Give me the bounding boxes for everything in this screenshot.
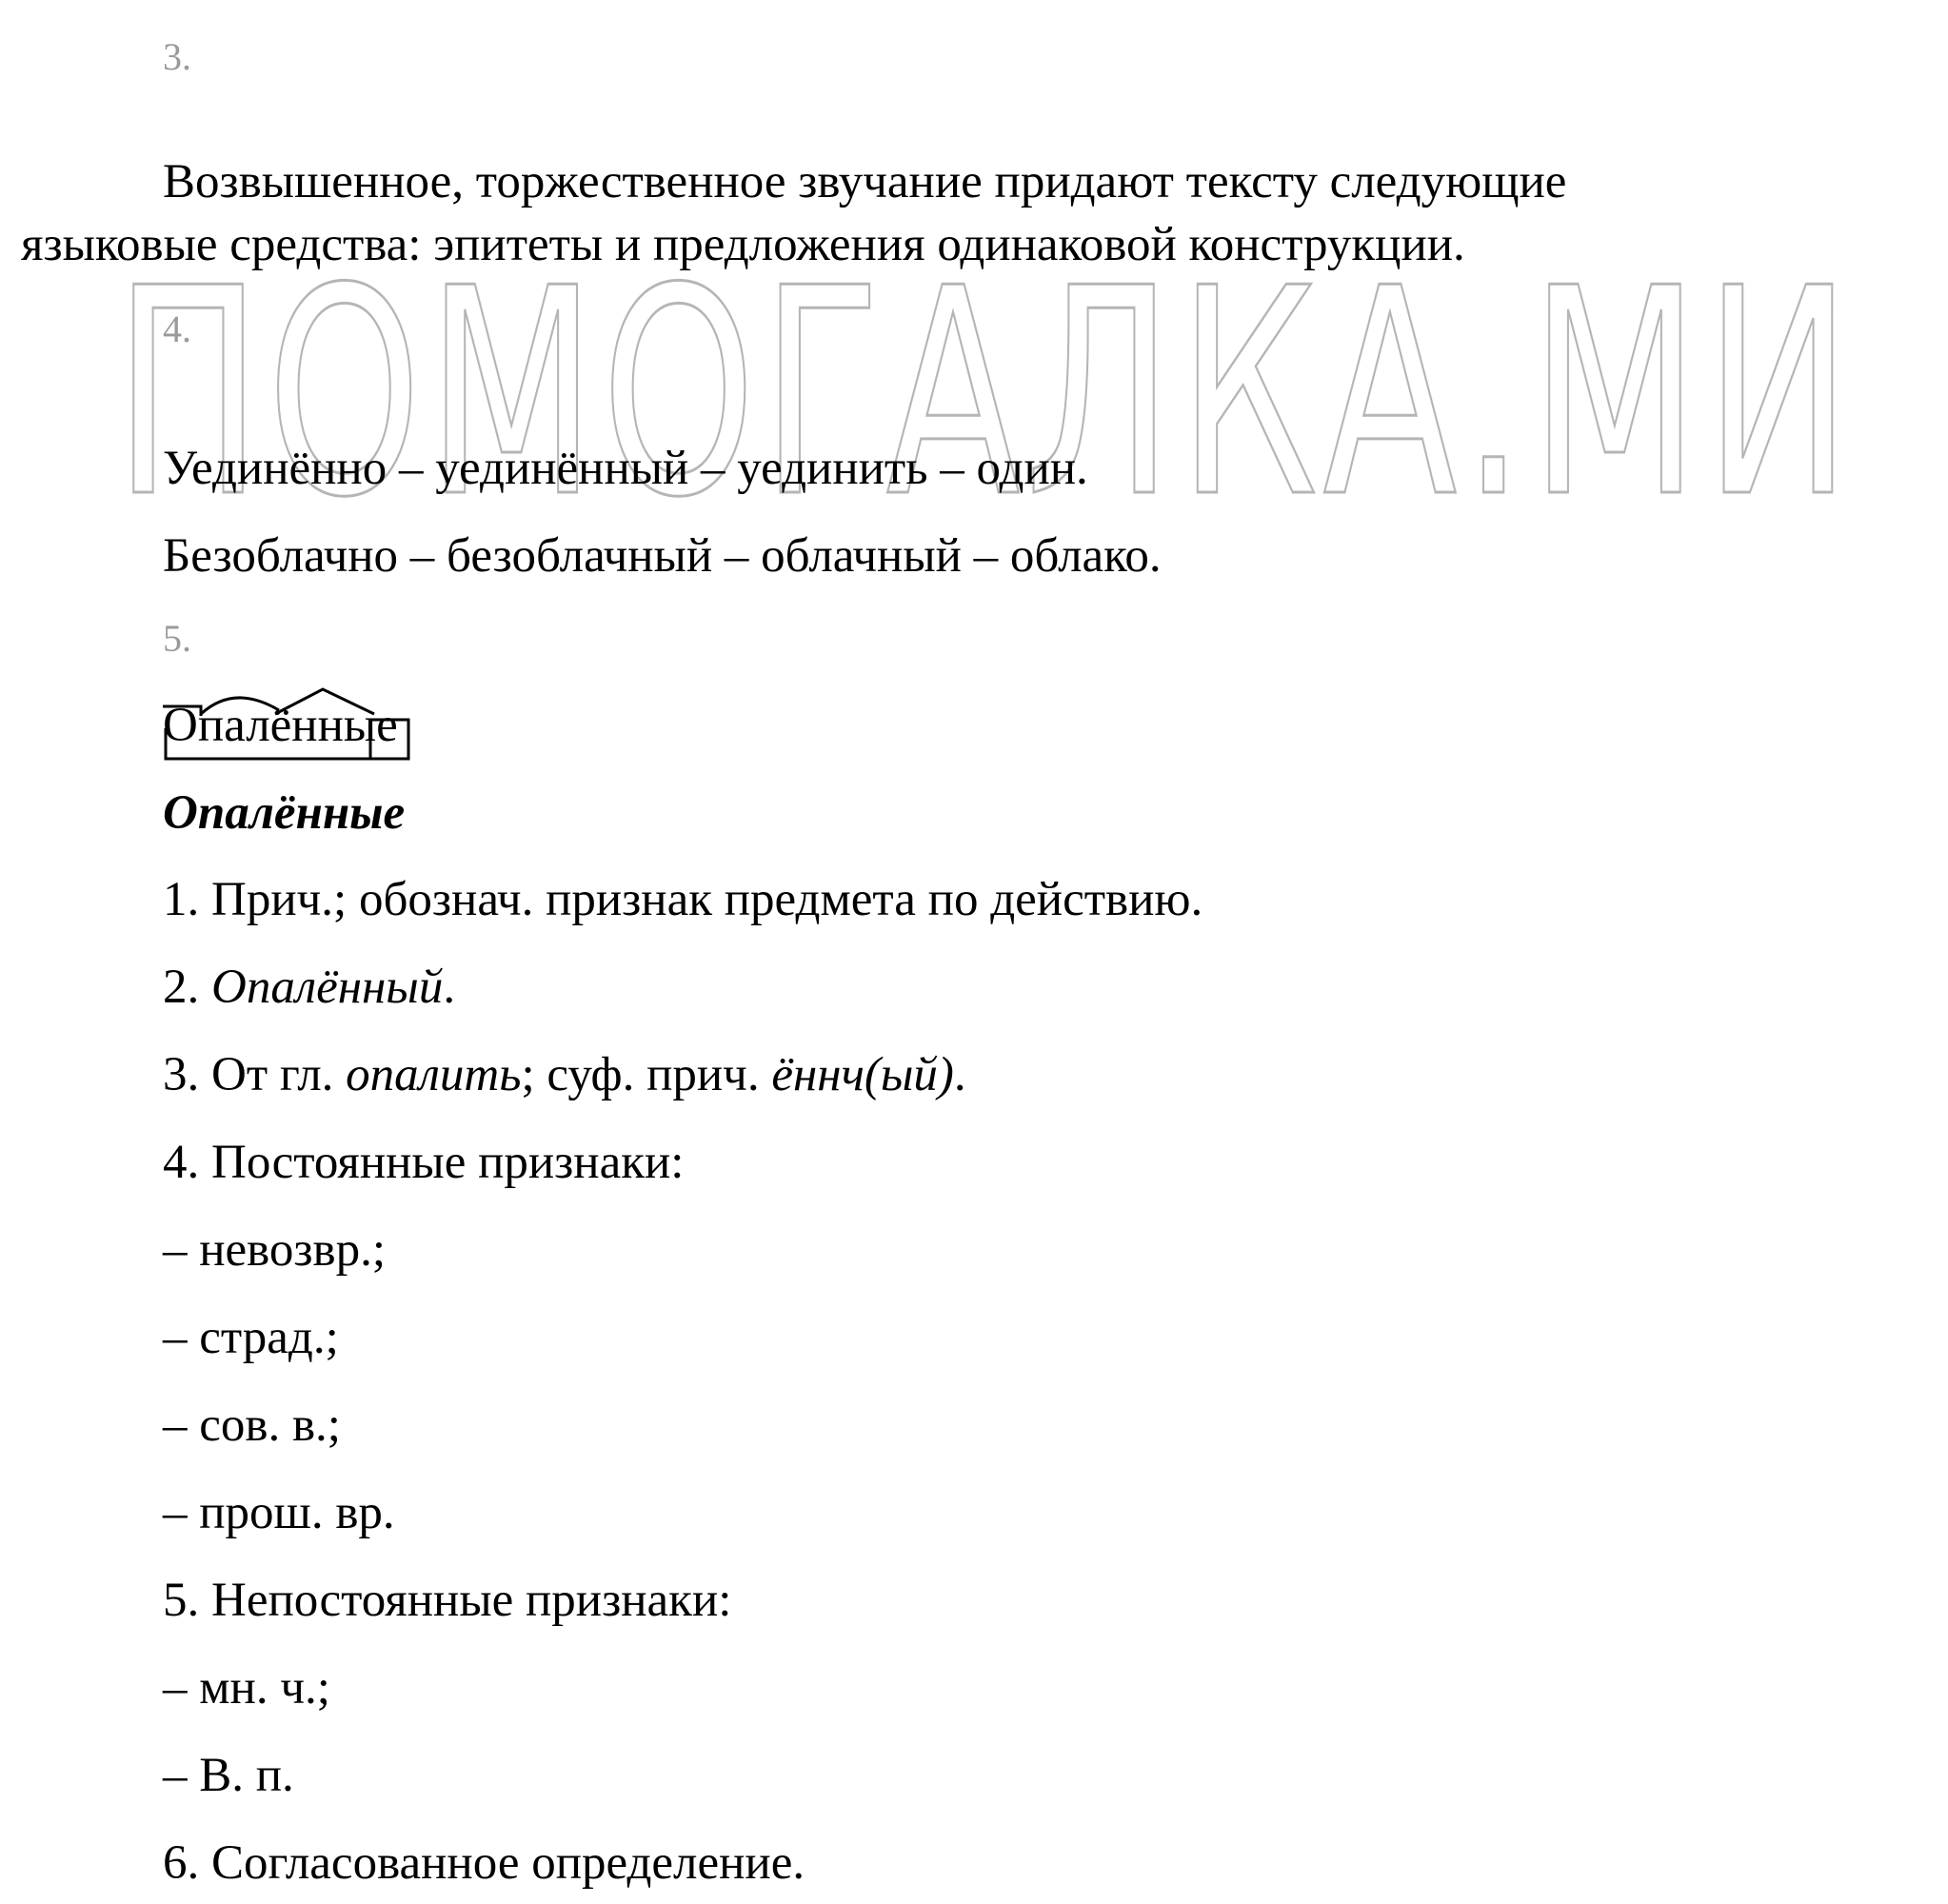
item-6: 6. Согласованное определение. (163, 1836, 805, 1890)
item-3-end: . (953, 1048, 966, 1101)
section-4-line-2: Безоблачно – безоблачный – облачный – облако. (163, 529, 1162, 583)
section-3-line-1: Возвышенное, торжественное звучание придают тексту следующие (163, 155, 1567, 208)
parse-word: Опалённые (163, 699, 398, 752)
item-3 (163, 1046, 966, 1103)
morphemic-parse (163, 685, 448, 781)
item-2-end: . (443, 961, 456, 1014)
section-3-number: 3. (163, 35, 191, 78)
item-4: 4. Постоянные признаки: (163, 1136, 685, 1189)
item-3-part-a: 3. От гл. (163, 1048, 347, 1101)
item-4-feature-4: – прош. вр. (163, 1486, 395, 1539)
item-2 (163, 959, 455, 1016)
item-2-number: 2. (163, 961, 211, 1014)
section-3-line-2: языковые средства: эпитеты и предложения одинаковой конструкции. (21, 218, 1465, 271)
section-5-number: 5. (163, 617, 191, 660)
item-4-feature-1: – невозвр.; (163, 1223, 387, 1277)
item-4-feature-2: – страд.; (163, 1311, 339, 1364)
item-5-feature-1: – мн. ч.; (163, 1661, 330, 1715)
item-5-feature-2: – В. п. (163, 1749, 294, 1802)
watermark-text: ПОМОГАЛКА.МИ (114, 271, 1857, 519)
item-5: 5. Непостоянные признаки: (163, 1574, 732, 1627)
item-3-part-c: ; суф. прич. (521, 1048, 772, 1101)
section-4-number: 4. (163, 307, 191, 350)
section-4-line-1: Уединённо – уединённый – уединить – один. (163, 442, 1088, 495)
item-4-feature-3: – сов. в.; (163, 1398, 341, 1452)
item-1: 1. Прич.; обознач. признак предмета по действию. (163, 873, 1203, 926)
item-3-verb: опалить (346, 1048, 522, 1101)
section-5-heading: Опалённые (163, 786, 406, 840)
item-2-word: Опалённый (211, 961, 444, 1014)
item-3-suffix: ённч(ый) (771, 1048, 954, 1101)
